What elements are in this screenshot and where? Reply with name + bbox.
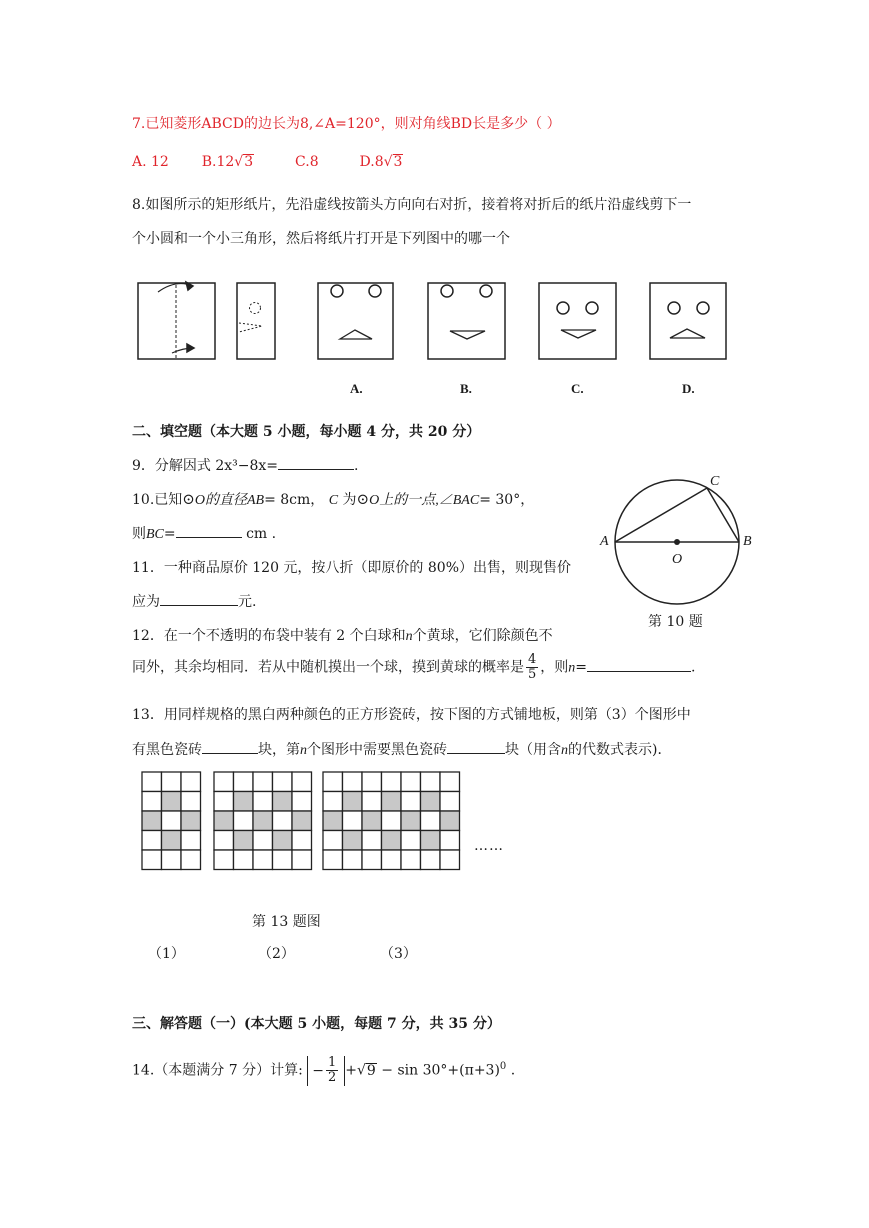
q10-line1: 10.已知⊙O的直径AB= 8cm， C 为⊙O上的一点,∠BAC= 30°，	[132, 490, 535, 508]
q8-line1: 8.如图所示的矩形纸片，先沿虚线按箭头方向向右对折，接着将对折后的纸片沿虚线剪下一	[132, 197, 692, 213]
white-tile	[181, 831, 201, 851]
q8-label-c: C.	[571, 381, 584, 396]
black-tile	[234, 792, 254, 812]
white-tile	[401, 850, 421, 870]
white-tile	[142, 792, 162, 812]
white-tile	[214, 850, 234, 870]
white-tile	[253, 792, 273, 812]
white-tile	[214, 772, 234, 792]
white-tile	[440, 850, 460, 870]
q10-label-c: C	[710, 474, 720, 489]
black-tile	[292, 811, 312, 831]
white-tile	[362, 772, 382, 792]
white-tile	[382, 772, 402, 792]
white-tile	[214, 792, 234, 812]
black-tile	[401, 811, 421, 831]
section-2-heading: 二、填空题（本大题 5 小题，每小题 4 分，共 20 分）	[132, 424, 481, 440]
q7-option-d: D.8√3	[359, 154, 403, 170]
white-tile	[162, 772, 182, 792]
white-tile	[401, 792, 421, 812]
q8-label-a: A.	[350, 381, 363, 396]
q13-grid-3	[323, 772, 460, 870]
q10-caption: 第 10 题	[648, 614, 703, 630]
white-tile	[362, 831, 382, 851]
black-tile	[214, 811, 234, 831]
white-tile	[440, 792, 460, 812]
q13-line2: 有黑色瓷砖 块，第n个图形中需要黑色瓷砖 块（用含n的代数式表示)．	[132, 742, 672, 758]
q7-option-c: C.8	[295, 154, 319, 170]
q11-line1: 11．一种商品原价 120 元，按八折（即原价的 80%）出售，则现售价	[132, 560, 572, 576]
white-tile	[421, 850, 441, 870]
white-tile	[234, 772, 254, 792]
section-3-heading: 三、解答题（一）(本大题 5 小题，每题 7 分，共 35 分）	[132, 1016, 501, 1032]
white-tile	[362, 792, 382, 812]
black-tile	[343, 831, 363, 851]
white-tile	[142, 772, 162, 792]
white-tile	[292, 772, 312, 792]
white-tile	[273, 850, 293, 870]
white-tile	[401, 772, 421, 792]
white-tile	[323, 831, 343, 851]
q13-caption: 第 13 题图	[252, 914, 321, 930]
white-tile	[142, 850, 162, 870]
q12-fraction: $\frac{4}{5}$	[528, 652, 537, 682]
black-tile	[421, 831, 441, 851]
black-tile	[343, 792, 363, 812]
black-tile	[323, 811, 343, 831]
white-tile	[421, 811, 441, 831]
q12-line2: 同外，其余均相同．若从中随机摸出一个球，摸到黄球的概率是 $\frac{4}{5}$ ，则n= .	[132, 652, 696, 682]
black-tile	[440, 811, 460, 831]
white-tile	[292, 850, 312, 870]
q10-label-b: B	[743, 534, 752, 549]
q13-line1: 13．用同样规格的黑白两种颜色的正方形瓷砖，按下图的方式铺地板，则第（3）个图形中	[132, 707, 691, 723]
q7-option-a: A. 12	[132, 154, 169, 170]
q13-sub-3: （3）	[380, 946, 417, 962]
white-tile	[343, 772, 363, 792]
white-tile	[292, 792, 312, 812]
white-tile	[273, 811, 293, 831]
q8-label-d: D.	[682, 381, 695, 396]
white-tile	[323, 772, 343, 792]
white-tile	[440, 831, 460, 851]
black-tile	[162, 792, 182, 812]
q10-line2: 则BC= cm .	[132, 526, 277, 542]
white-tile	[253, 831, 273, 851]
white-tile	[382, 850, 402, 870]
black-tile	[362, 811, 382, 831]
white-tile	[343, 850, 363, 870]
white-tile	[362, 850, 382, 870]
black-tile	[382, 792, 402, 812]
black-tile	[234, 831, 254, 851]
black-tile	[253, 811, 273, 831]
q8-label-b: B.	[460, 381, 472, 396]
q13-sub-2: （2）	[258, 946, 295, 962]
q9-text: 9．分解因式 2x³−8x=	[132, 458, 279, 474]
white-tile	[440, 772, 460, 792]
white-tile	[234, 850, 254, 870]
q8-line2: 个小圆和一个小三角形，然后将纸片打开是下列图中的哪一个	[132, 231, 510, 247]
black-tile	[142, 811, 162, 831]
white-tile	[181, 772, 201, 792]
black-tile	[382, 831, 402, 851]
white-tile	[253, 772, 273, 792]
white-tile	[292, 831, 312, 851]
white-tile	[323, 792, 343, 812]
q9-end: .	[354, 458, 359, 474]
q7-stem: 7.已知菱形ABCD的边长为8,∠A=120°，则对角线BD长是多少（ ）	[132, 116, 561, 132]
white-tile	[343, 811, 363, 831]
white-tile	[382, 811, 402, 831]
q13-grid-2	[214, 772, 312, 870]
black-tile	[273, 831, 293, 851]
white-tile	[162, 850, 182, 870]
black-tile	[181, 811, 201, 831]
white-tile	[181, 850, 201, 870]
black-tile	[421, 792, 441, 812]
black-tile	[162, 831, 182, 851]
q11-line2: 应为 元.	[132, 594, 257, 610]
white-tile	[273, 772, 293, 792]
black-tile	[273, 792, 293, 812]
white-tile	[181, 792, 201, 812]
q13-grid-1	[142, 772, 201, 870]
white-tile	[401, 831, 421, 851]
white-tile	[323, 850, 343, 870]
white-tile	[214, 831, 234, 851]
white-tile	[162, 811, 182, 831]
q14-absolute-value: − $\frac{1}{2}$	[307, 1056, 345, 1086]
q10-label-o: O	[672, 552, 683, 567]
q13-sub-1: （1）	[148, 946, 185, 962]
white-tile	[142, 831, 162, 851]
q7-option-b: B.12√3	[201, 154, 254, 170]
q13-ellipsis: ……	[474, 838, 504, 854]
white-tile	[253, 850, 273, 870]
white-tile	[421, 772, 441, 792]
q14: 14.（本题满分 7 分）计算: − $\frac{1}{2}$ $+√9 - \sin 30^\circ+(\pi+3)^0$ .	[132, 1055, 516, 1086]
q12-line1: 12．在一个不透明的布袋中装有 2 个白球和n个黄球，它们除颜色不	[132, 628, 553, 644]
white-tile	[234, 811, 254, 831]
q10-label-a: A	[600, 534, 609, 549]
